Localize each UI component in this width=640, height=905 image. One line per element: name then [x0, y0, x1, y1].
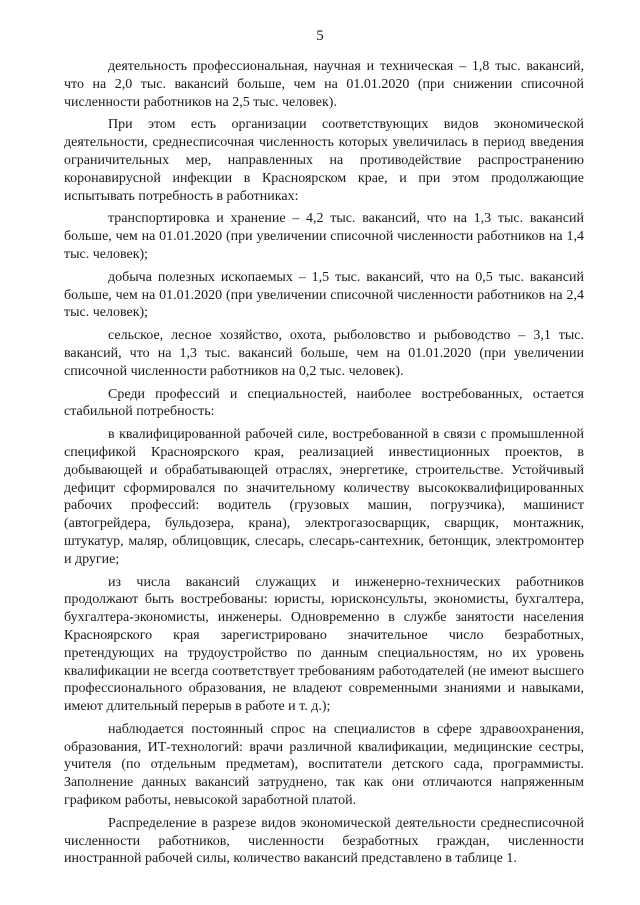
- paragraph-table-reference: Распределение в разрезе видов экономической деятельности среднесписочной численности работников, численности безработных граждан, численности иностранной рабочей силы, количество вакансий представлено в таблице 1.: [64, 815, 584, 867]
- paragraph-professions-intro: Среди профессий и специальностей, наиболее востребованных, остается стабильной потребность:: [64, 386, 584, 420]
- paragraph-transport: транспортировка и хранение – 4,2 тыс. вакансий, что на 1,3 тыс. вакансий больше, чем на 01.01.2020 (при увеличении списочной численности работников на 1,4 тыс. человек);: [64, 211, 584, 262]
- paragraph-agriculture: сельское, лесное хозяйство, охота, рыболовство и рыбоводство – 3,1 тыс. вакансий, что на 1,3 тыс. вакансий больше, чем на 01.01.2020 (при увеличении списочной численности работников на 0,2 тыс. человек).: [64, 328, 584, 379]
- page-number: 5: [316, 28, 324, 44]
- paragraph-healthcare-education: наблюдается постоянный спрос на специалистов в сфере здравоохранения, образования, ИТ-технологий: врачи различной квалификации, медицинские сестры, учителя (по отдельным предметам), воспитатели детского сада, программисты. Заполнение данных вакансий затруднено, так как они отличаются напряженным графиком работы, невысокой заработной платой.: [64, 721, 584, 809]
- paragraph-organizations-intro: При этом есть организации соответствующих видов экономической деятельности, среднесписочная численность которых увеличилась в период введения ограничительных мер, направленных на противодействие распространению коронавирусной инфекции в Красноярском крае, и при этом продолжающие испытывать потребность в работниках:: [64, 117, 584, 204]
- paragraph-professional-activity: деятельность профессиональная, научная и техническая – 1,8 тыс. вакансий, что на 2,0 тыс. вакансий больше, чем на 01.01.2020 (при снижении списочной численности работников на 2,5 тыс. человек).: [64, 59, 584, 110]
- paragraph-skilled-workers: в квалифицированной рабочей силе, востребованной в связи с промышленной спецификой Красноярского края, реализацией инвестиционных проектов, в добывающей и обрабатывающей отраслях, энергетике, строительстве. Устойчивый дефицит сформировался по значительному количеству высококвалифицированных рабочих профессий: водитель (грузовых машин, погрузчика), машинист (автогрейдера, бульдозера, крана), электрогазосварщик, сварщик, монтажник, штукатур, маляр, облицовщик, слесарь, слесарь-сантехник, бетонщик, электромонтер и другие;: [64, 427, 584, 567]
- paragraph-office-workers: из числа вакансий служащих и инженерно-технических работников продолжают быть востребованы: юристы, юрисконсульты, экономисты, бухгалтера, бухгалтера-экономисты, инженеры. Одновременно в службе занятости населения Красноярского края зарегистрировано значительное число безработных, претендующих на трудоустройство по данным специальностям, но их уровень квалификации не всегда соответствует требованиям работодателей (не имеют высшего профессионального образования, не владеют современными знаниями и навыками, имеют длительный перерыв в работе и т. д.);: [64, 574, 584, 715]
- body-text: [64, 58, 584, 873]
- paragraph-mining: добыча полезных ископаемых – 1,5 тыс. вакансий, что на 0,5 тыс. вакансий больше, чем на 01.01.2020 (при увеличении списочной численности работников на 2,4 тыс. человек);: [64, 269, 584, 321]
